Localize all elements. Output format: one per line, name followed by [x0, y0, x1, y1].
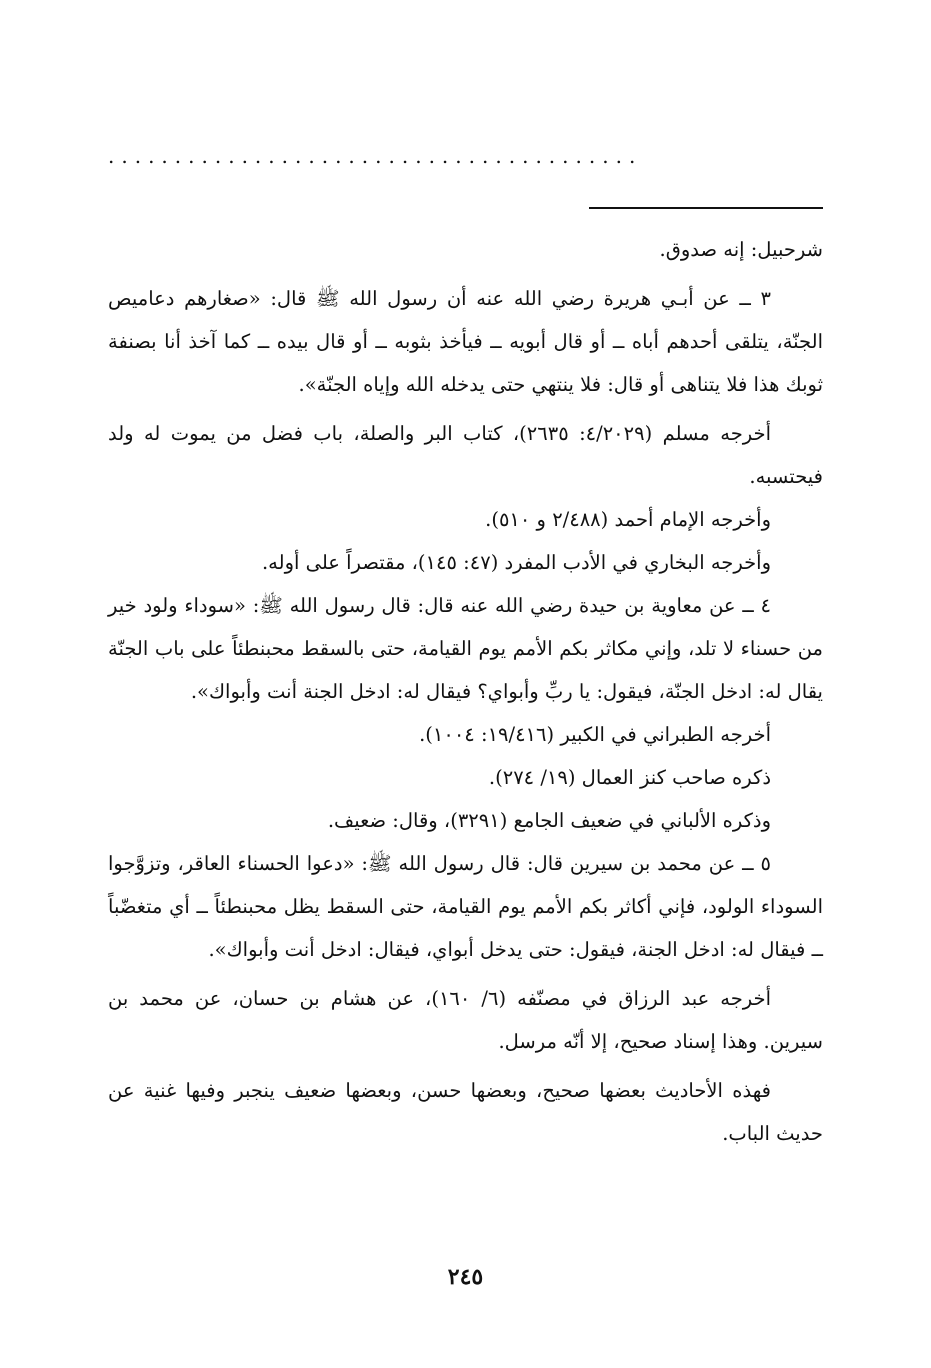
dotted-separator: ........................................ [108, 146, 643, 166]
takhrij-ahmad: وأخرجه الإمام أحمد (٢/٤٨٨ و ٥١٠). [485, 508, 771, 531]
footnote-rule [589, 207, 823, 209]
page-number: ٢٤٥ [447, 1264, 484, 1290]
takhrij-albani: وذكره الألباني في ضعيف الجامع (٣٢٩١)، وقال: ضعيف. [327, 809, 771, 832]
paragraph-continuation: شرحبيل: إنه صدوق. [659, 238, 823, 261]
takhrij-abdurrazzaq: أخرجه عبد الرزاق في مصنّفه (٦/ ١٦٠)، عن هشام بن حسان، عن محمد بن سيرين. وهذا إسناد صحيح، إلا أنّه مرسل. [108, 987, 823, 1053]
takhrij-kanz: ذكره صاحب كنز العمال (١٩/ ٢٧٤). [488, 766, 771, 789]
takhrij-muslim: أخرجه مسلم (٤/٢٠٢٩: ٢٦٣٥)، كتاب البر والصلة، باب فضل من يموت له ولد فيحتسبه. [108, 422, 823, 488]
hadith-5: ٥ ــ عن محمد بن سيرين قال: قال رسول الله ﷺ: «دعوا الحسناء العاقر، وتزوَّجوا السوداء الولود، فإني أكاثر بكم الأمم يوم القيامة، حتى السقط يظل محبنطئاً ــ أي متغضّباً ــ فيقال له: ادخل الجنة، فيقول: حتى يدخل أبواي، فيقال: ادخل أنت وأبواك». [108, 852, 823, 961]
conclusion: فهذه الأحاديث بعضها صحيح، وبعضها حسن، وبعضها ضعيف ينجبر وفيها غنية عن حديث الباب. [108, 1079, 823, 1145]
takhrij-bukhari: وأخرجه البخاري في الأدب المفرد (٤٧: ١٤٥)، مقتصراً على أوله. [261, 551, 771, 574]
takhrij-tabarani: أخرجه الطبراني في الكبير (١٩/٤١٦: ١٠٠٤). [419, 723, 771, 746]
footnote-text [108, 228, 823, 1155]
hadith-4: ٤ ــ عن معاوية بن حيدة رضي الله عنه قال: قال رسول الله ﷺ: «سوداء ولود خير من حسناء لا تلد، وإني مكاثر بكم الأمم يوم القيامة، حتى بالسقط محبنطئاً على باب الجنّة يقال له: ادخل الجنّة، فيقول: يا ربِّ وأبواي؟ فيقال له: ادخل الجنة أنت وأبواك». [108, 594, 823, 703]
hadith-3: ٣ ــ عن أبـي هريرة رضي الله عنه أن رسول الله ﷺ قال: «صغارهم دعاميص الجنّة، يتلقى أحدهم أباه ــ أو قال أبويه ــ فيأخذ بثوبه ــ أو قال بيده ــ كما آخذ أنا بصنفة ثوبك هذا فلا يتناهى أو قال: فلا ينتهي حتى يدخله الله وإياه الجنّة». [108, 287, 823, 396]
